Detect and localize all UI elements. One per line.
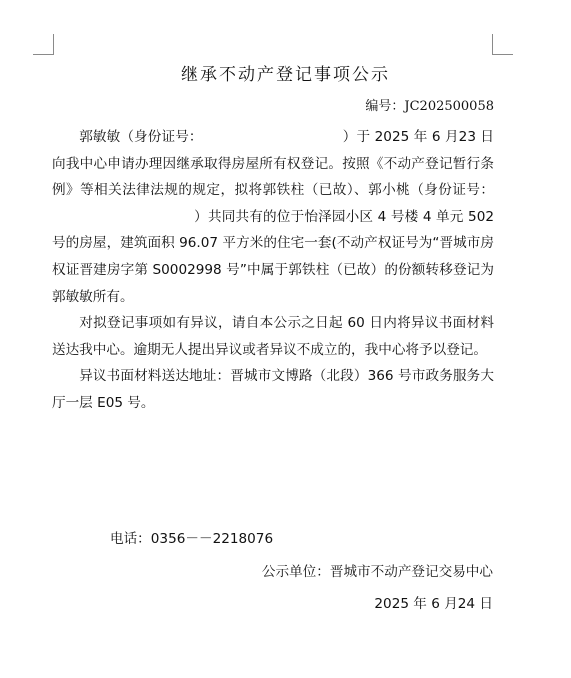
document-title: 继承不动产登记事项公示 (181, 65, 390, 85)
issuing-unit: 公示单位：晋城市不动产登记交易中心 (261, 564, 493, 580)
paragraph-address: 异议书面材料送达地址：晋城市文博路（北段）366 号市政务服务大厅一层 E05 号。 (52, 368, 494, 411)
document-body (52, 124, 494, 417)
document-number: 编号：JC202500058 (365, 99, 494, 114)
paragraph-objection: 对拟登记事项如有异议，请自本公示之日起 60 日内将异议书面材料送达我中心。逾期无人提出异议或者异议不成立的，我中心将予以登记。 (52, 315, 494, 358)
p1-part-a: 郭敏敏（身份证号： (79, 129, 203, 145)
crop-mark-top-right (492, 34, 513, 55)
contact-phone: 电话：0356－－2218076 (110, 531, 274, 547)
paragraph-application (52, 124, 494, 310)
crop-mark-top-left (33, 34, 54, 55)
p1-part-b: ）于 2025 年 6 月23 日向我中心申请办理因继承取得房屋所有权登记。按照《不动产登记暂行条例》等相关法律法规的规定，拟将郭铁柱（已故）、郭小桃（身份证号： (52, 129, 495, 199)
publication-date: 2025 年 6 月24 日 (374, 596, 493, 612)
p1-part-c: ）共同共有的位于怡泽园小区 4 号楼 4 单元 502 号的房屋，建筑面积 96.07 平方米的住宅一套(不动产权证号为“晋城市房权证晋建房字第 S0002998 号”中属于郭铁柱（已故）的份额转移登记为郭敏敏所有。 (52, 208, 494, 305)
